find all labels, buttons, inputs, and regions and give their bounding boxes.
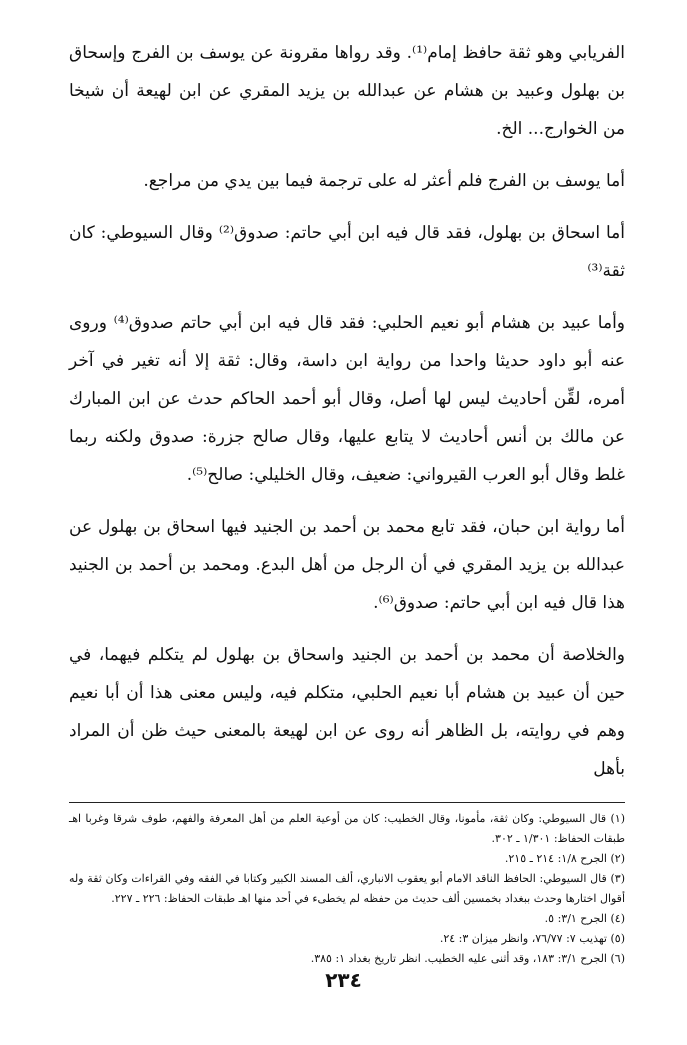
footnote-2: (٢) الجرح ١/٨: ٢١٤ ـ ٢١٥. <box>504 852 625 865</box>
footnotes <box>69 809 625 969</box>
footnote-6: (٦) الجرح ٣/١: ١٨٣، وقد أثنى عليه الخطيب. انظر تاريخ بغداد ١: ٣٨٥. <box>310 952 625 965</box>
paragraph-5: أما رواية ابن حبان، فقد تابع محمد بن أحمد بن الجنيد فيها اسحاق بن بهلول عن عبدالله بن يزيد المقري في أن الرجل من أهل البدع. ومحمد بن أحمد بن الجنيد هذا قال فيه ابن أبي حاتم: صدوق⁽⁶⁾. <box>69 517 625 613</box>
paragraph-2: أما يوسف بن الفرج فلم أعثر له على ترجمة فيما بين يدي من مراجع. <box>143 171 625 191</box>
footnote-4: (٤) الجرح ٣/١: ٥. <box>544 912 625 925</box>
footnote-5: (٥) تهذيب ٧: ٧٦/٧٧، وانظر ميزان ٣: ٢٤. <box>439 932 625 945</box>
page-content <box>69 34 625 969</box>
paragraph-4: وأما عبيد بن هشام أبو نعيم الحلبي: فقد قال فيه ابن أبي حاتم صدوق⁽⁴⁾ وروى عنه أبو داود حديثا واحدا من رواية ابن داسة، وقال: ثقة إلا أنه تغير في آخر أمره، لقِّن أحاديث ليس لها أصل، وقال أبو أحمد الحاكم حدث عن ابن المبارك عن مالك بن أنس أحاديث لا يتابع عليها، وقال صالح جزرة: صدوق ولكنه ربما غلط وقال أبو العرب القيرواني: ضعيف، وقال الخليلي: صالح⁽⁵⁾. <box>69 313 626 485</box>
paragraph-3: أما اسحاق بن بهلول، فقد قال فيه ابن أبي حاتم: صدوق⁽²⁾ وقال السيوطي: كان ثقة⁽³⁾ <box>69 223 626 281</box>
page-number: ٢٣٤ <box>325 968 362 992</box>
footnote-1: (١) قال السيوطي: وكان ثقة، مأمونا، وقال الخطيب: كان من أوعية العلم من أهل المعرفة والفهم، طوف شرقا وغربا اهـ طبقات الحفاظ: ١/٣٠١ ـ ٣٠٢. <box>69 812 625 845</box>
paragraph-6: والخلاصة أن محمد بن أحمد بن الجنيد واسحاق بن بهلول لم يتكلم فيهما، في حين أن عبيد بن هشام أبا نعيم الحلبي، متكلم فيه، وليس معنى هذا أن أبا نعيم وهم في روايته، بل الظاهر أنه روى عن ابن لهيعة بالمعنى حيث ظن أن المراد بأهل <box>69 645 625 779</box>
paragraph-1: الفريابي وهو ثقة حافظ إمام⁽¹⁾. وقد رواها مقرونة عن يوسف بن الفرج وإسحاق بن بهلول وعبيد بن هشام عن عبدالله بن يزيد المقري عن ابن لهيعة أن شيخا من الخوارج... الخ. <box>69 43 626 139</box>
footnote-3: (٣) قال السيوطي: الحافظ الناقد الامام أبو يعقوب الانباري، ألف المسند الكبير وكتابا في الفقه وفي القراءات وكان ثقة وله أقوال اختارها وحدث ببغداد بخمسين ألف حديث من حفظه لم يخطىء في أحد منها اهـ طبقات الحفاظ: ٢٢٦ ـ ٢٢٧. <box>69 872 625 905</box>
footnote-divider <box>69 802 625 803</box>
